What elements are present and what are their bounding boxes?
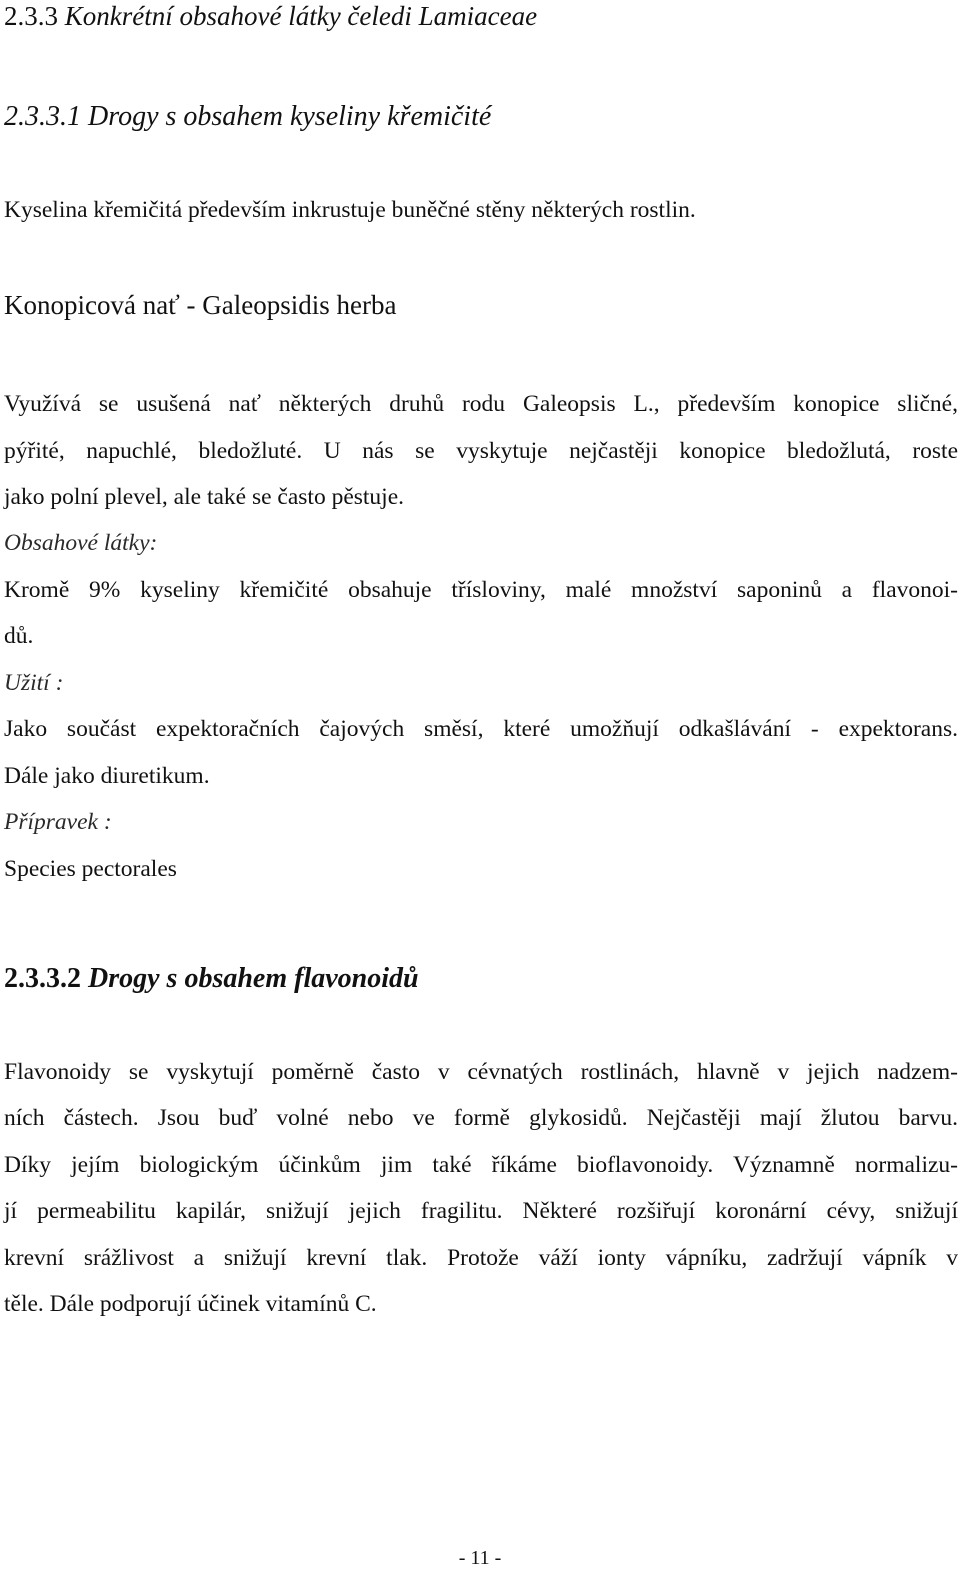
paragraph-line-1: Flavonoidy se vyskytují poměrně často v cévnatých rostlinách, hlavně v jejich nadzem- <box>4 1059 958 1085</box>
paragraph-line-4: jí permeabilitu kapilár, snižují jejich fragilitu. Některé rozšiřují koronární cévy, snižují <box>4 1198 958 1224</box>
content-line-1: Kromě 9% kyseliny křemičité obsahuje třísloviny, malé množství saponinů a flavonoi- <box>4 577 958 603</box>
preparation-value: Species pectorales <box>4 856 177 882</box>
subsection2-number: 2.3.3.2 <box>4 963 81 994</box>
subsection1-number: 2.3.3.1 <box>4 101 81 132</box>
subsection1-title: Drogy s obsahem kyseliny křemičité <box>88 101 492 132</box>
preparation-label: Přípravek : <box>4 809 112 835</box>
description-line-3: jako polní plevel, ale také se často pěstuje. <box>4 484 405 510</box>
use-label: Užití : <box>4 670 64 696</box>
paragraph-line-6: těle. Dále podporují účinek vitamínů C. <box>4 1291 377 1317</box>
description-line-1: Využívá se usušená nať některých druhů rodu Galeopsis L., především konopice sličné, <box>4 391 958 417</box>
subsection2-title: Drogy s obsahem flavonoidů <box>88 963 419 994</box>
paragraph-line-3: Díky jejím biologickým účinkům jim také říkáme bioflavonoidy. Významně normalizu- <box>4 1152 958 1178</box>
paragraph-line-2: ních částech. Jsou buď volné nebo ve formě glykosidů. Nejčastěji mají žlutou barvu. <box>4 1105 958 1131</box>
drug-name: Konopicová nať - Galeopsidis herba <box>4 290 397 320</box>
use-line-2: Dále jako diuretikum. <box>4 763 210 789</box>
use-line-1: Jako součást expektoračních čajových směsí, které umožňují odkašlávání - expektorans. <box>4 716 958 742</box>
paragraph-line-5: krevní srážlivost a snižují krevní tlak. Protože váží ionty vápníku, zadržují vápník v <box>4 1245 958 1271</box>
content-line-2: dů. <box>4 623 34 649</box>
section-title: Konkrétní obsahové látky čeledi Lamiaceae <box>64 1 538 31</box>
content-label: Obsahové látky: <box>4 530 158 556</box>
page-number: - 11 - <box>458 1547 502 1569</box>
subsection1-heading <box>4 100 491 134</box>
subsection2-heading <box>4 962 419 996</box>
subsection1-intro: Kyselina křemičitá především inkrustuje buněčné stěny některých rostlin. <box>4 197 696 223</box>
description-line-2: pýřité, napuchlé, bledožluté. U nás se vyskytuje nejčastěji konopice bledožlutá, roste <box>4 438 958 464</box>
section-number: 2.3.3 <box>4 1 58 31</box>
section-heading <box>4 0 537 32</box>
